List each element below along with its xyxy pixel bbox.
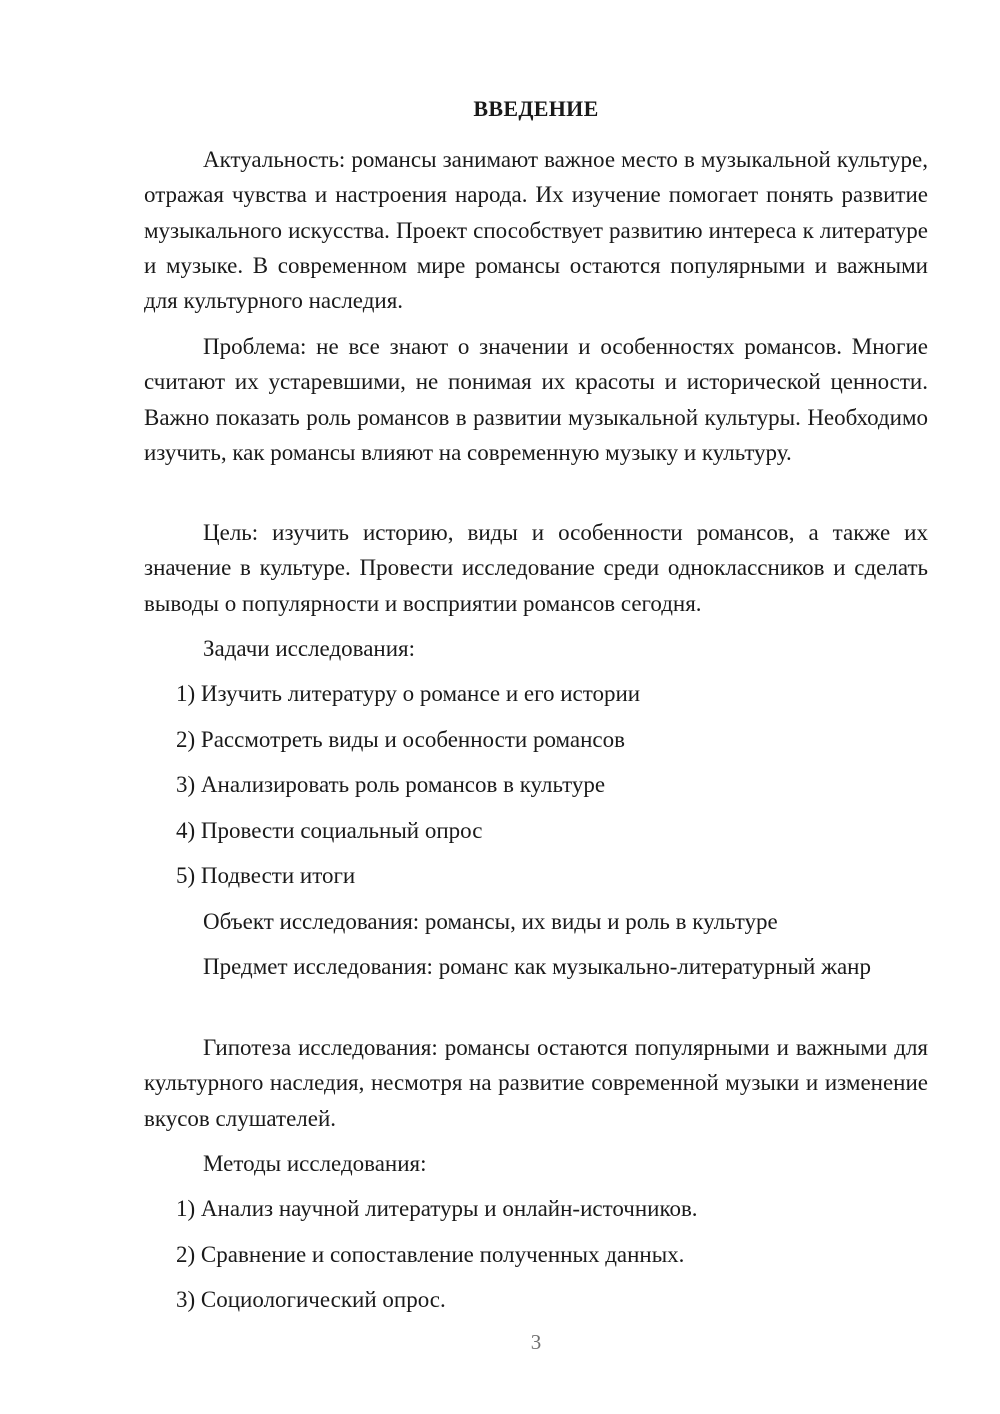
method-item: 2) Сравнение и сопоставление полученных данных. bbox=[176, 1242, 685, 1267]
relevance-paragraph: Актуальность: романсы занимают важное место в музыкальной культуре, отражая чувства и настроения народа. Их изучение помогает понять развитие музыкального искусства. Проект способствует развитию интереса к литературе и музыке. В современном мире романсы остаются популярными и важными для культурного наследия. bbox=[144, 147, 928, 314]
method-item: 3) Социологический опрос. bbox=[176, 1287, 446, 1312]
hypothesis-paragraph: Гипотеза исследования: романсы остаются популярными и важными для культурного наследия, несмотря на развитие современной музыки и изменение вкусов слушателей. bbox=[144, 1035, 928, 1131]
object-line: Объект исследования: романсы, их виды и роль в культуре bbox=[203, 909, 778, 934]
methods-heading: Методы исследования: bbox=[203, 1151, 427, 1176]
subject-paragraph: Предмет исследования: романс как музыкально-литературный жанр bbox=[203, 954, 871, 979]
task-item: 5) Подвести итоги bbox=[176, 863, 356, 888]
task-item: 1) Изучить литературу о романсе и его истории bbox=[176, 681, 641, 706]
problem-paragraph: Проблема: не все знают о значении и особенностях романсов. Многие считают их устаревшими, не понимая их красоты и исторической ценности. Важно показать роль романсов в развитии музыкальной культуры. Необходимо изучить, как романсы влияют на современную музыку и культуру. bbox=[144, 334, 928, 465]
tasks-heading: Задачи исследования: bbox=[203, 636, 416, 661]
task-item: 3) Анализировать роль романсов в культуре bbox=[176, 772, 606, 797]
goal-paragraph: Цель: изучить историю, виды и особенности романсов, а также их значение в культуре. Провести исследование среди одноклассников и сделать выводы о популярности и восприятии романсов сегодня. bbox=[144, 520, 928, 616]
page-number: 3 bbox=[530, 1330, 542, 1354]
section-title: ВВЕДЕНИЕ bbox=[473, 96, 599, 121]
task-item: 2) Рассмотреть виды и особенности романсов bbox=[176, 727, 625, 752]
method-item: 1) Анализ научной литературы и онлайн-источников. bbox=[176, 1196, 698, 1221]
task-item: 4) Провести социальный опрос bbox=[176, 818, 483, 843]
